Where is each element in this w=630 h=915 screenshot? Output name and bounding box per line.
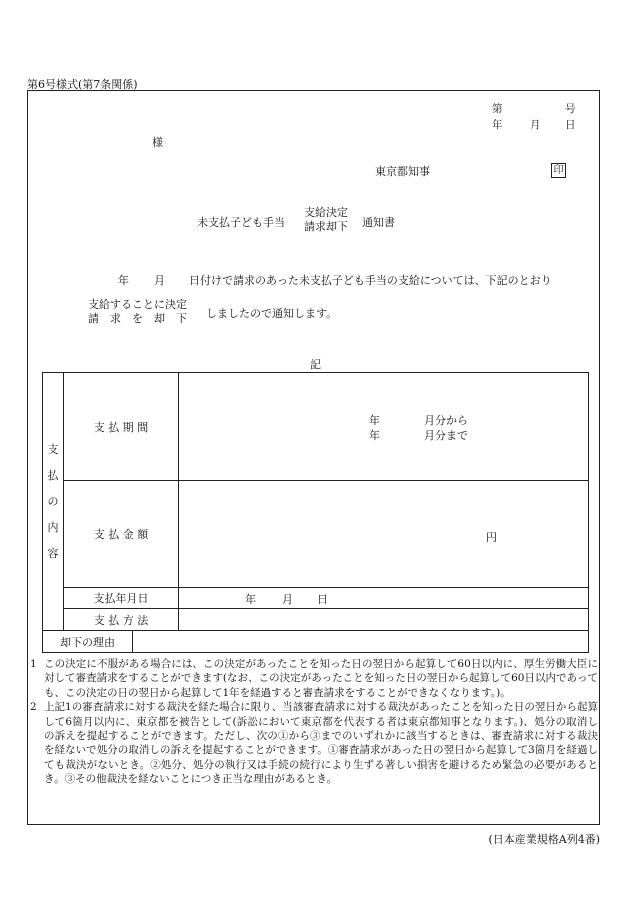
title-options [304, 206, 348, 234]
date-month: 月 [530, 119, 541, 131]
amount-value [179, 481, 589, 588]
side-char: 払 [47, 468, 59, 482]
period-label: 支 払 期 間 [64, 373, 179, 481]
row-method [43, 609, 589, 631]
amount-unit: 円 [486, 531, 497, 544]
intro-options [88, 298, 187, 326]
issuer-name: 東京都知事 [375, 165, 430, 178]
side-char: 支 [47, 442, 59, 456]
note-number: 1 [30, 658, 37, 670]
note-text: この決定に不服がある場合には、この決定があったことを知った日の翌日から起算して60日以内に、厚生労働大臣に対して審査請求をすることができます(なお、この決定があったことを知った日の翌日から起算して60日以内であっても、この決定の日の翌日から起算して1年を経過すると審査請求をすることができなくなります。)。 [44, 658, 598, 699]
intro-year: 年 [118, 274, 129, 287]
reason-label: 却下の理由 [43, 631, 133, 653]
note-number: 2 [30, 701, 37, 714]
method-value [179, 609, 589, 631]
date-label: 支払年月日 [64, 588, 179, 609]
period-to: 年 月分まで [369, 429, 468, 442]
form-number: 第6号様式(第7条関係) [27, 78, 138, 91]
title-right: 通知書 [362, 216, 395, 229]
side-char: 容 [47, 546, 59, 560]
date-day-unit: 日 [317, 593, 328, 606]
date-year-unit: 年 [245, 593, 256, 606]
number-suffix: 号 [565, 103, 576, 115]
intro-month: 月 [154, 274, 165, 287]
intro-option-reject: 請 求 を 却 下 [88, 312, 187, 325]
title-option-reject: 請求却下 [304, 220, 348, 233]
seal-text: 印 [551, 163, 566, 178]
row-amount [43, 481, 589, 588]
intro-text: 日付けで請求のあった未支払子ども手当の支給については、下記のとおり [189, 274, 552, 287]
side-heading [43, 373, 64, 631]
ki-heading: 記 [310, 358, 321, 371]
intro-option-decide: 支給することに決定 [88, 298, 187, 311]
seal-mark [551, 163, 566, 178]
note-item [30, 657, 598, 700]
period-value [179, 373, 589, 481]
title-option-decide: 支給決定 [304, 206, 348, 219]
reason-table [42, 630, 589, 653]
intro-tail: しましたので通知します。 [206, 307, 338, 320]
row-period [43, 373, 589, 481]
row-date [43, 588, 589, 609]
paper-size-note: (日本産業規格A列4番) [488, 833, 600, 846]
side-char: 内 [47, 520, 59, 534]
side-char: の [47, 494, 59, 508]
amount-label: 支 払 金 額 [64, 481, 179, 588]
date-month-unit: 月 [282, 593, 293, 606]
addressee-honorific: 様 [152, 136, 163, 149]
method-label: 支 払 方 法 [64, 609, 179, 631]
note-text: 上記1の審査請求に対する裁決を経た場合に限り、当該審査請求に対する裁決があったことを知った日の翌日から起算して6箇月以内に、東京都を被告として(訴訟において東京都を代表する者は東京都知事となります。)、処分の取消しの訴えを提起することができます。ただし、次の①から③までのいずれかに該当するときは、審査請求に対する裁決を経ないで処分の取消しの訴えを提起することができます。①審査請求があった日の翌日から起算して3箇月を経過しても裁決がないとき。②処分、処分の執行又は手続の続行により生ずる著しい損害を避けるため緊急の必要があるとき。③その他裁決を経ないことにつき正当な理由があるとき。 [44, 701, 598, 786]
title-left: 未支払子ども手当 [197, 216, 285, 229]
notes [30, 657, 598, 787]
reason-value [133, 631, 589, 653]
note-item [30, 700, 598, 786]
payment-detail-table [42, 372, 589, 631]
date-value [179, 588, 589, 609]
date-day: 日 [565, 119, 576, 131]
number-prefix: 第 [492, 103, 503, 115]
period-from: 年 月分から [369, 414, 468, 427]
date-year: 年 [492, 119, 503, 131]
